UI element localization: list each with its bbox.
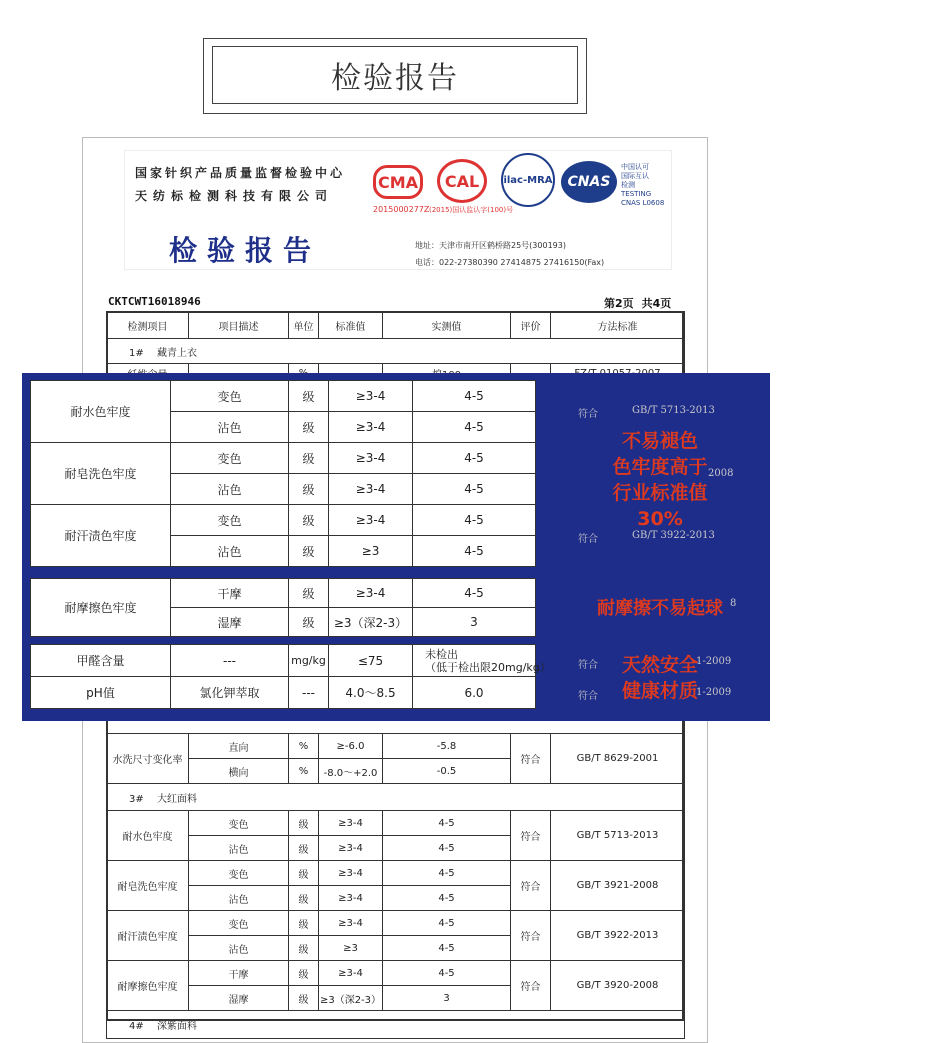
cell: 变色: [171, 443, 289, 474]
cell: ≥3: [329, 536, 413, 567]
section-no: 4#: [129, 1021, 144, 1032]
cell: 符合: [511, 961, 551, 1011]
section-name: 大红面料: [157, 793, 197, 805]
phone: 电话：022-27380390 27414875 27416150(Fax): [415, 258, 605, 267]
value-line-2: （低于检出限20mg/kg）: [425, 660, 551, 674]
report-header: [124, 150, 672, 270]
table-row: [107, 961, 685, 986]
cell: 级: [289, 811, 319, 836]
cell: ≥3-4: [329, 474, 413, 505]
cell: ≥3: [319, 936, 383, 961]
section-row: [107, 784, 685, 811]
cell: ≥3-4: [329, 412, 413, 443]
banner-title: 检验报告: [212, 46, 578, 104]
org-line-1: 国家针织产品质量监督检验中心: [135, 166, 346, 180]
cell: 变色: [189, 911, 289, 936]
cal-logo-icon: CAL: [437, 159, 487, 203]
ghost-text: 1-2009: [696, 656, 732, 667]
page-label: 第2页: [604, 297, 634, 310]
cell: 级: [289, 886, 319, 911]
table-header-row: [107, 312, 685, 339]
cell: 水洗尺寸变化率: [107, 734, 189, 784]
overlay-chem-table: [30, 644, 551, 709]
table-row: [31, 579, 536, 608]
cell: ≥-6.0: [319, 734, 383, 759]
callout-fastness: [540, 428, 780, 532]
ghost-text: 8: [730, 598, 737, 609]
cell: -5.8: [383, 734, 511, 759]
cell: 耐水色牢度: [31, 381, 171, 443]
total-label: 共4页: [641, 297, 672, 310]
cell: 级: [289, 911, 319, 936]
cma-logo-icon: CMA: [373, 165, 423, 199]
header-cell: 标准值: [319, 312, 383, 339]
cell: 4-5: [413, 474, 536, 505]
table-row: [31, 381, 536, 412]
report-title: 检验报告: [169, 234, 322, 267]
cell: 级: [289, 579, 329, 608]
callout-line: 健康材质: [621, 680, 698, 702]
ghost-text: GB/T 3922-2013: [632, 530, 715, 541]
cell: ---: [171, 645, 289, 677]
cell: %: [289, 759, 319, 784]
header-cell: 实测值: [383, 312, 511, 339]
cell: 4-5: [383, 886, 511, 911]
cell: ≥3-4: [329, 381, 413, 412]
cell: 符合: [511, 911, 551, 961]
cell: 干摩: [171, 579, 289, 608]
header-cell: 检测项目: [107, 312, 189, 339]
value-line-1: 未检出: [425, 647, 458, 661]
callout-line: 行业标准值: [612, 482, 708, 504]
section-row: [107, 1011, 685, 1039]
cnas-logo-icon: CNAS: [561, 161, 617, 203]
page-info: [596, 295, 671, 311]
cell: 湿摩: [171, 608, 289, 637]
cell: ≥3-4: [329, 505, 413, 536]
cell: ≥3-4: [319, 836, 383, 861]
cell: ≥3-4: [319, 961, 383, 986]
cell: 沾色: [189, 836, 289, 861]
section-name: 深紫面料: [157, 1021, 197, 1032]
cell: 符合: [511, 861, 551, 911]
cell: 级: [289, 443, 329, 474]
cell: 变色: [171, 505, 289, 536]
cma-number: 2015000277Z: [373, 205, 430, 214]
cell: 横向: [189, 759, 289, 784]
cell: 干摩: [189, 961, 289, 986]
callout-rubbing: 耐摩擦不易起球: [597, 598, 723, 619]
cell: 3: [383, 986, 511, 1011]
cell: 级: [289, 836, 319, 861]
header-cell: 单位: [289, 312, 319, 339]
ghost-text: 1-2009: [696, 687, 732, 698]
section-no: 3#: [129, 793, 144, 805]
section-4: [107, 1011, 685, 1039]
cell: GB/T 3922-2013: [551, 911, 685, 961]
cell: 甲醛含量: [31, 645, 171, 677]
section-no: 1#: [129, 347, 144, 359]
section-3: [107, 784, 685, 811]
cell: 4-5: [413, 412, 536, 443]
header-cell: 方法标准: [551, 312, 685, 339]
table-row: [107, 911, 685, 936]
cell: ≥3-4: [329, 443, 413, 474]
table-row: [31, 443, 536, 474]
cell: pH值: [31, 677, 171, 709]
ghost-text: 符合: [578, 534, 598, 545]
cell: 4-5: [413, 381, 536, 412]
cell: ≥3-4: [319, 861, 383, 886]
overlay-rubbing-table: [30, 578, 536, 637]
cell: 级: [289, 505, 329, 536]
callout-line: 天然安全: [621, 654, 698, 676]
cell: 符合: [511, 811, 551, 861]
cell: 级: [289, 861, 319, 886]
cell: 变色: [189, 861, 289, 886]
cell: 耐水色牢度: [107, 811, 189, 861]
cell: [413, 645, 551, 677]
callout-line: 30%: [637, 508, 683, 530]
cnas-text: 中国认可 国际互认 检测 TESTING CNAS L0608: [621, 163, 665, 207]
cell: GB/T 5713-2013: [551, 811, 685, 861]
cell: GB/T 3921-2008: [551, 861, 685, 911]
cell: 级: [289, 608, 329, 637]
cell: ---: [289, 677, 329, 709]
cell: 沾色: [171, 536, 289, 567]
cell: ≥3-4: [319, 911, 383, 936]
table-row: [31, 645, 536, 677]
section-row: [107, 339, 685, 364]
cell: 耐皂洗色牢度: [107, 861, 189, 911]
cell: 级: [289, 536, 329, 567]
table-row: [31, 677, 536, 709]
cell: ≥3（深2-3）: [319, 986, 383, 1011]
cell: 沾色: [171, 412, 289, 443]
cell: -0.5: [383, 759, 511, 784]
cell: mg/kg: [289, 645, 329, 677]
ghost-text: 2008: [708, 468, 734, 479]
header-cell: 评价: [511, 312, 551, 339]
cell: GB/T 8629-2001: [551, 734, 685, 784]
cell: 4-5: [413, 536, 536, 567]
ghost-text: 符合: [578, 660, 598, 671]
cell: -8.0～+2.0: [319, 759, 383, 784]
overlay-fastness-table: [30, 380, 536, 567]
cell: 耐摩擦色牢度: [31, 579, 171, 637]
cell: 4-5: [383, 961, 511, 986]
ghost-text: 符合: [578, 691, 598, 702]
ghost-text: GB/T 5713-2013: [632, 405, 715, 416]
cell: 4-5: [383, 861, 511, 886]
cell: ≥3-4: [319, 811, 383, 836]
cell: 变色: [189, 811, 289, 836]
cell: 级: [289, 986, 319, 1011]
cell: 4-5: [413, 579, 536, 608]
table-row: [107, 861, 685, 886]
cell: 耐摩擦色牢度: [107, 961, 189, 1011]
cell: 级: [289, 412, 329, 443]
cell: 沾色: [189, 936, 289, 961]
cell: 耐汗渍色牢度: [107, 911, 189, 961]
cell: 4-5: [383, 936, 511, 961]
cell: 级: [289, 936, 319, 961]
cell: 耐皂洗色牢度: [31, 443, 171, 505]
cell: 湿摩: [189, 986, 289, 1011]
callout-safety: [560, 652, 760, 704]
cell: 直向: [189, 734, 289, 759]
section-name: 藏青上衣: [157, 347, 197, 359]
cell: GB/T 3920-2008: [551, 961, 685, 1011]
table-row: [107, 811, 685, 836]
cell: 符合: [511, 734, 551, 784]
cell: 耐汗渍色牢度: [31, 505, 171, 567]
cell: 沾色: [189, 886, 289, 911]
cell: %: [289, 734, 319, 759]
cell: 4-5: [413, 505, 536, 536]
callout-line: 色牢度高于: [612, 456, 708, 478]
callout-line: 不易褪色: [621, 430, 698, 452]
ghost-text: 符合: [578, 409, 598, 420]
table-row: [107, 734, 685, 759]
cell: 变色: [171, 381, 289, 412]
cell: 沾色: [171, 474, 289, 505]
cell: ≥3-4: [329, 579, 413, 608]
cell: ≥3-4: [319, 886, 383, 911]
cell: 4-5: [383, 811, 511, 836]
cell: 级: [289, 961, 319, 986]
ilac-mra-logo-icon: ilac-MRA: [501, 153, 555, 207]
cell: 级: [289, 474, 329, 505]
cell: ≤75: [329, 645, 413, 677]
cell: 级: [289, 381, 329, 412]
cell: 4-5: [413, 443, 536, 474]
cell: 4.0～8.5: [329, 677, 413, 709]
header-cell: 项目描述: [189, 312, 289, 339]
org-line-2: 天纺标检测科技有限公司: [135, 189, 334, 203]
address: 地址：天津市南开区鹤桥路25号(300193): [415, 241, 566, 250]
cal-number: (2015)国认监认字(100)号: [429, 206, 514, 214]
cell: ≥3（深2-3）: [329, 608, 413, 637]
cell: 6.0: [413, 677, 536, 709]
cell: 4-5: [383, 911, 511, 936]
table-row: [31, 505, 536, 536]
doc-id: CKTCWT16018946: [108, 295, 201, 308]
cell: 氯化钾萃取: [171, 677, 289, 709]
section-1: [107, 339, 685, 364]
cell: 4-5: [383, 836, 511, 861]
cell: 3: [413, 608, 536, 637]
